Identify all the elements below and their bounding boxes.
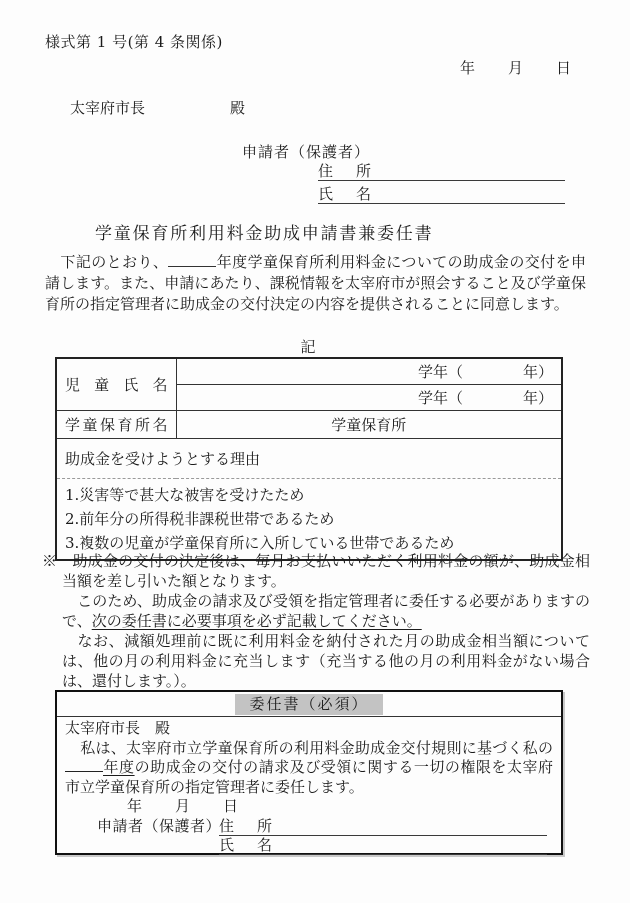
subsidy-reason-item-1: 1.災害等で甚大な被害を受けたため: [65, 485, 305, 504]
intro-text-before-blank: 下記のとおり、: [45, 253, 169, 271]
date-line: 年 月 日: [459, 59, 572, 77]
note-paragraph-3: なお、減額処理前に既に利用料金を納付された月の助成金相当額については、他の月の利用料金に充当します（充当する他の月の利用料金がない場合は、還付します。）。: [62, 632, 590, 690]
facility-name-label: 学童保育所名: [56, 410, 176, 438]
poa-fiscal-year-blank-field: [65, 758, 103, 772]
table-row: [56, 478, 562, 560]
subsidy-reason-item-3: 3.複数の児童が学童保育所に入所している世帯であるため: [65, 533, 455, 552]
poa-date-line: 年 月 日: [127, 797, 240, 815]
poa-fiscal-year-word: 年度: [103, 758, 135, 776]
power-of-attorney-content: [57, 717, 561, 855]
grade-field-row-2: 学年（ 年）: [176, 384, 562, 410]
form-number: 様式第 1 号(第 4 条関係): [45, 33, 223, 51]
subsidy-reason-heading: 助成金を受けようとする理由: [56, 438, 562, 478]
poa-body-before-blank: 私は、太宰府市立学童保育所の利用料金助成金交付規則に基づく私の: [65, 738, 553, 757]
document-title: 学童保育所利用料金助成申請書兼委任書: [95, 224, 434, 244]
subsidy-reason-list: [56, 478, 562, 560]
poa-addressee-line: 太宰府市長 殿: [65, 719, 171, 737]
note-paragraph-2-text: このため、助成金の請求及び受領を指定管理者に委任する必要がありますので、: [62, 592, 590, 630]
ki-heading: 記: [300, 338, 318, 356]
child-name-label: 児童氏名: [56, 358, 176, 410]
intro-paragraph: [45, 252, 586, 315]
power-of-attorney-header: [57, 692, 561, 717]
poa-applicant-label: 申請者（保護者）: [97, 816, 222, 835]
address-label: 住 所: [318, 160, 565, 181]
table-row: [56, 410, 562, 438]
applicant-heading: 申請者（保護者）: [242, 143, 371, 161]
poa-label-spacer: [97, 836, 219, 855]
poa-body-after-blank: の助成金の交付の請求及び受領に関する一切の権限を太宰府市立学童保育所の指定管理者に委任します。: [65, 758, 553, 796]
subsidy-reason-item-2: 2.前年分の所得税非課税世帯であるため: [65, 509, 335, 528]
name-label: 氏 名: [318, 183, 565, 204]
applicant-address-field-line: [318, 160, 565, 181]
fiscal-year-blank-field: [168, 253, 216, 267]
facility-name-value: 学童保育所: [176, 410, 562, 438]
addressee-name: 太宰府市長: [70, 99, 146, 117]
notes-section: [42, 551, 590, 691]
grade-field-row-1: 学年（ 年）: [176, 358, 562, 384]
applicant-name-field-line: [318, 183, 565, 204]
power-of-attorney-header-label: 委任書（必須）: [235, 694, 382, 715]
poa-applicant-address-row: [65, 817, 553, 837]
table-row: [56, 358, 562, 384]
poa-applicant-name-row: [65, 836, 553, 855]
child-info-table: [55, 357, 563, 561]
poa-address-field-line: 住 所: [219, 817, 547, 836]
table-row: [56, 438, 562, 478]
power-of-attorney-box: [55, 690, 563, 855]
intro-text-after-blank: 年度学童保育所利用料金についての助成金の交付を申請します。また、申請にあたり、課税情報を太宰府市が照会すること及び学童保育所の指定管理者に助成金の交付決定の内容を提供されることに同意します。: [45, 253, 586, 313]
addressee-line: [70, 97, 245, 118]
note-paragraph-2: [42, 591, 590, 631]
note-paragraph-2-underlined: 次の委任書に必要事項を必ず記載してください。: [91, 612, 422, 630]
poa-body-paragraph: [65, 739, 553, 798]
note-paragraph-1: ※ 助成金の交付の決定後は、毎月お支払いいただく利用料金の額が、助成金相当額を差し引いた額となります。: [42, 552, 590, 590]
addressee-honorific: 殿: [230, 99, 246, 117]
poa-name-field-line: 氏 名: [219, 836, 547, 855]
